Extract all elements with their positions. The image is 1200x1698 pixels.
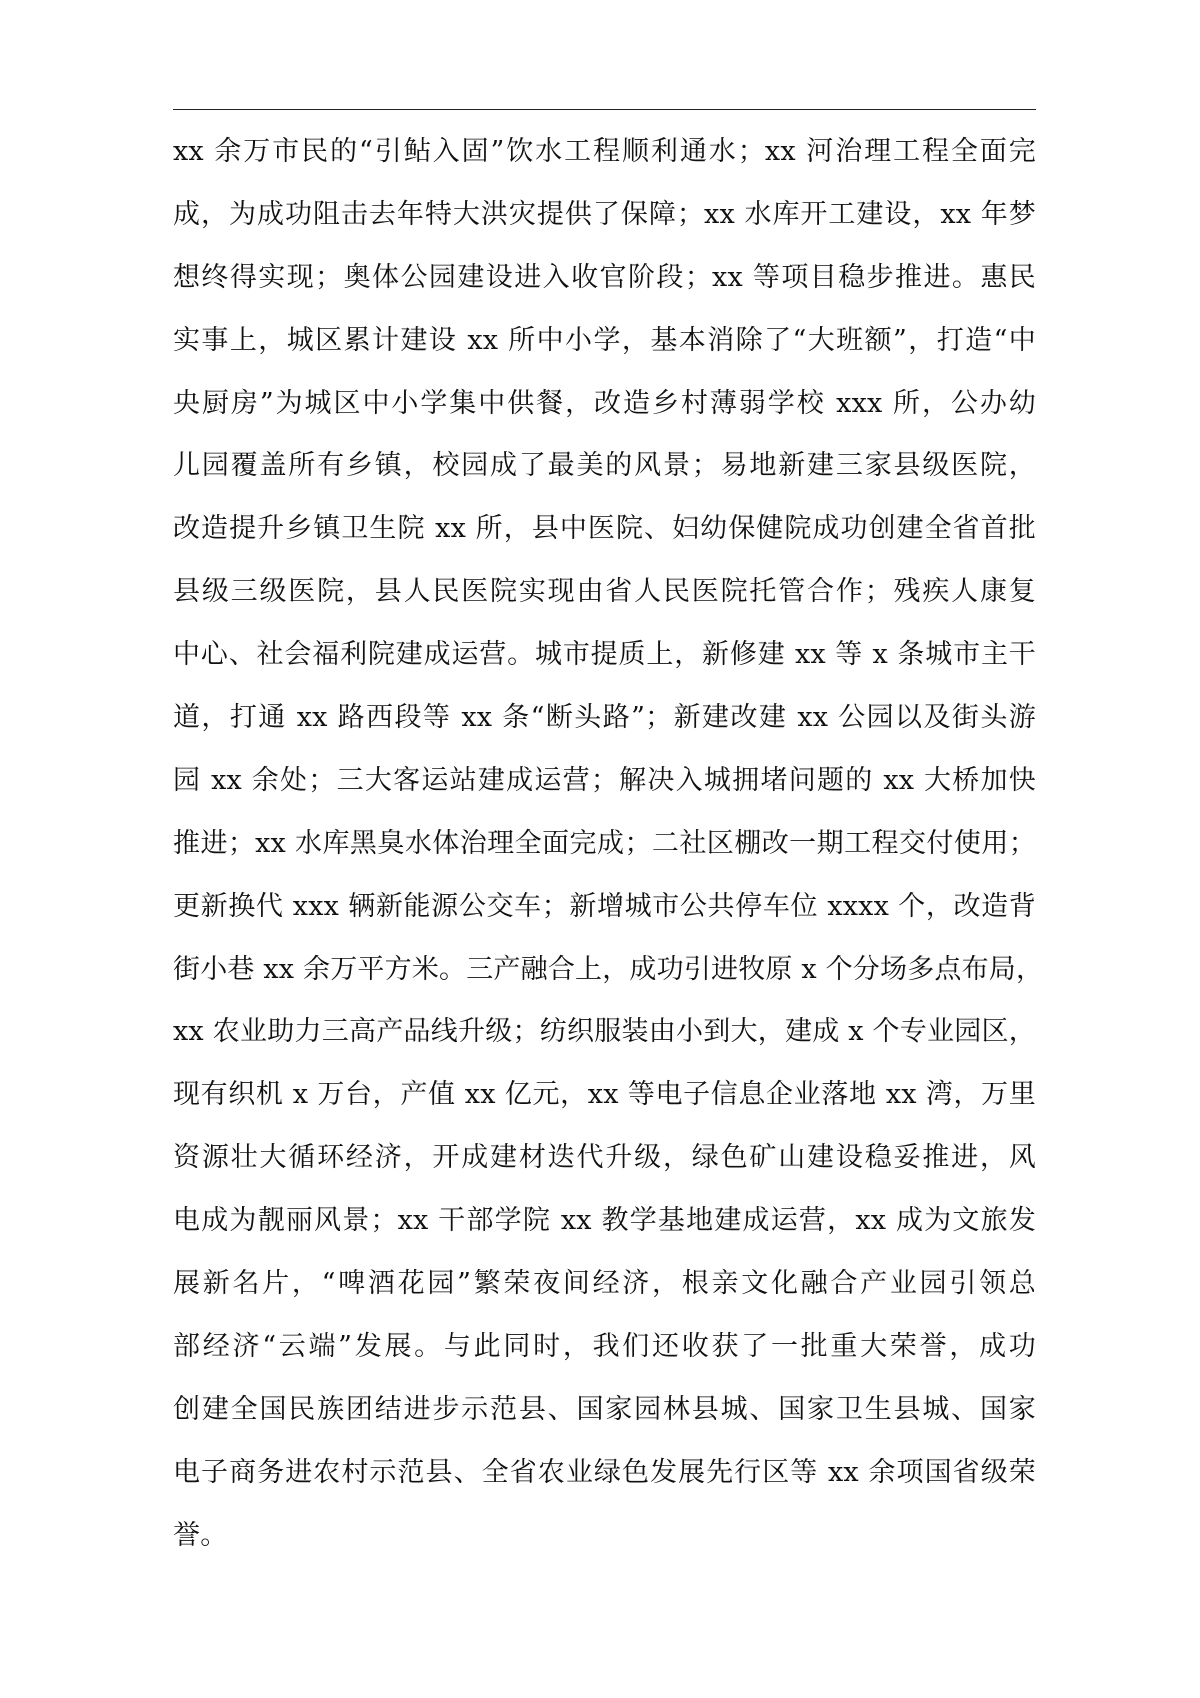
text-line: 现有织机 x 万台，产值 xx 亿元，xx 等电子信息企业落地 xx 湾，万里 <box>173 1079 1036 1111</box>
text-line: 资源壮大循环经济，开成建材迭代升级，绿色矿山建设稳妥推进，风 <box>173 1142 1036 1174</box>
text-line: 中心、社会福利院建成运营。城市提质上，新修建 xx 等 x 条城市主干 <box>173 639 1036 671</box>
text-line: 央厨房”为城区中小学集中供餐，改造乡村薄弱学校 xxx 所，公办幼 <box>173 387 1036 419</box>
text-line: 园 xx 余处；三大客运站建成运营；解决入城拥堵问题的 xx 大桥加快 <box>173 764 1036 796</box>
text-line: xx 农业助力三高产品线升级；纺织服装由小到大，建成 x 个专业园区， <box>173 1016 1036 1048</box>
text-line: 更新换代 xxx 辆新能源公交车；新增城市公共停车位 xxxx 个，改造背 <box>173 890 1036 922</box>
text-line: 部经济“云端”发展。与此同时，我们还收获了一批重大荣誉，成功 <box>173 1330 1036 1362</box>
text-line: 推进；xx 水库黑臭水体治理全面完成；二社区棚改一期工程交付使用； <box>173 827 1036 859</box>
body-paragraph <box>173 121 1044 1567</box>
text-line: 县级三级医院，县人民医院实现由省人民医院托管合作；残疾人康复 <box>173 576 1036 608</box>
text-line: 电子商务进农村示范县、全省农业绿色发展先行区等 xx 余项国省级荣 <box>173 1456 1036 1488</box>
text-line: 想终得实现；奥体公园建设进入收官阶段；xx 等项目稳步推进。惠民 <box>173 261 1036 293</box>
text-line: 道，打通 xx 路西段等 xx 条“断头路”；新建改建 xx 公园以及街头游 <box>173 702 1036 734</box>
text-line: 街小巷 xx 余万平方米。三产融合上，成功引进牧原 x 个分场多点布局， <box>173 953 1044 985</box>
text-line: 誉。 <box>173 1519 228 1551</box>
text-line: 电成为靓丽风景；xx 干部学院 xx 教学基地建成运营，xx 成为文旅发 <box>173 1205 1036 1237</box>
text-line: 创建全国民族团结进步示范县、国家园林县城、国家卫生县城、国家 <box>173 1393 1036 1425</box>
text-line: 成，为成功阻击去年特大洪灾提供了保障；xx 水库开工建设，xx 年梦 <box>173 198 1036 230</box>
text-line: 展新名片，“啤酒花园”繁荣夜间经济，根亲文化融合产业园引领总 <box>173 1268 1036 1300</box>
text-line: 改造提升乡镇卫生院 xx 所，县中医院、妇幼保健院成功创建全省首批 <box>173 513 1036 545</box>
text-line: xx 余万市民的“引鲇入固”饮水工程顺利通水；xx 河治理工程全面完 <box>173 136 1036 167</box>
header-rule <box>173 109 1036 110</box>
text-line: 实事上，城区累计建设 xx 所中小学，基本消除了“大班额”，打造“中 <box>173 324 1036 356</box>
text-line: 儿园覆盖所有乡镇，校园成了最美的风景；易地新建三家县级医院， <box>173 450 1036 482</box>
